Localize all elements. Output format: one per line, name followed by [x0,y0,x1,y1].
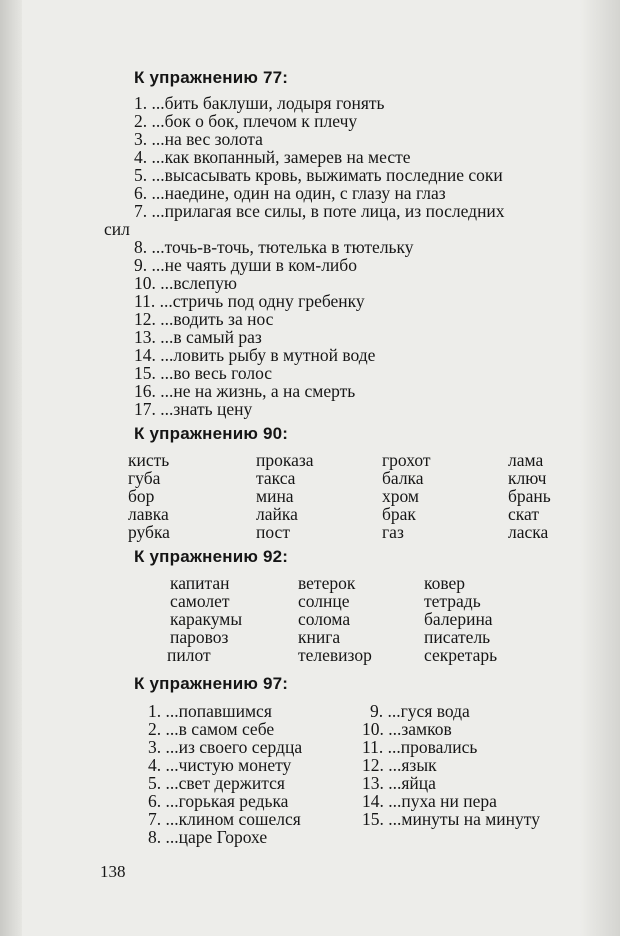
word-cell: такса [256,468,296,488]
word-cell: самолет [170,591,230,611]
word-cell: ветерок [298,573,356,593]
word-cell: телевизор [298,645,372,665]
word-cell: пилот [167,645,211,665]
word-cell: солнце [298,591,350,611]
word-cell: скат [508,504,539,524]
word-cell: тетрадь [424,591,481,611]
page-edge-left [0,0,22,936]
list-item: 11. ...провались [362,737,478,757]
word-cell: газ [382,522,404,542]
list-item: 1. ...попавшимся [148,701,272,721]
word-cell: лавка [128,504,169,524]
word-cell: лайка [256,504,298,524]
list-item: 10. ...замков [362,719,452,739]
list-item: 15. ...минуты на минуту [362,809,540,829]
word-cell: губа [128,468,161,488]
list-item: 14. ...ловить рыбу в мутной воде [134,345,376,365]
list-item: 17. ...знать цену [134,399,253,419]
list-item: 4. ...чистую монету [148,755,292,775]
word-cell: паровоз [170,627,229,647]
list-item: 11. ...стричь под одну гребенку [134,291,365,311]
list-item: 2. ...бок о бок, плечом к плечу [134,111,358,131]
word-cell: хром [382,486,419,506]
list-item: 1. ...бить баклуши, лодыря гонять [134,93,385,113]
heading-ex77: К упражнению 77: [134,68,289,87]
word-cell: мина [256,486,294,506]
word-cell: брань [508,486,551,506]
list-item: 14. ...пуха ни пера [362,791,497,811]
list-item: 6. ...наедине, один на один, с глазу на глаз [134,183,446,203]
word-cell: балерина [424,609,493,629]
list-item: 6. ...горькая редька [148,791,289,811]
list-item: 7. ...клином сошелся [148,809,301,829]
heading-ex92: К упражнению 92: [134,547,289,566]
word-cell: балка [382,468,424,488]
list-item: 13. ...яйца [362,773,436,793]
list-item: 2. ...в самом себе [148,719,275,739]
word-cell: брак [382,504,416,524]
list-item: 16. ...не на жизнь, а на смерть [134,381,356,401]
list-item: 5. ...высасывать кровь, выжимать последние соки [134,165,503,185]
word-cell: ковер [424,573,466,593]
word-cell: капитан [170,573,230,593]
list-item: 12. ...водить за нос [134,309,274,329]
list-item: 8. ...точь-в-точь, тютелька в тютельку [134,237,414,257]
list-item: 10. ...вслепую [134,273,237,293]
word-cell: пост [256,522,290,542]
heading-ex90: К упражнению 90: [134,424,289,443]
word-cell: книга [298,627,341,647]
list-item: 15. ...во весь голос [134,363,273,383]
list-item: 3. ...на вес золота [134,129,263,149]
word-cell: секретарь [424,645,498,665]
list-item: 9. ...гуся вода [370,701,470,721]
list-item: 13. ...в самый раз [134,327,262,347]
word-cell: писатель [424,627,491,647]
list-item: 12. ...язык [362,755,437,775]
page-number: 138 [100,862,126,881]
list-item: 5. ...свет держится [148,773,285,793]
word-cell: проказа [256,450,314,470]
word-cell: кисть [128,450,170,470]
word-cell: солома [298,609,351,629]
page-edge-right [580,0,620,936]
list-item: 9. ...не чаять души в ком-либо [134,255,357,275]
word-cell: рубка [128,522,170,542]
heading-ex97: К упражнению 97: [134,674,289,693]
list-item: 7. ...прилагая все силы, в поте лица, из последних [134,201,505,221]
list-item: сил [104,219,130,239]
list-item: 8. ...царе Горохе [148,827,268,847]
list-item: 4. ...как вкопанный, замерев на месте [134,147,411,167]
word-cell: ласка [508,522,549,542]
word-cell: лама [508,450,544,470]
word-cell: ключ [508,468,547,488]
word-cell: грохот [382,450,431,470]
word-cell: бор [128,486,155,506]
word-cell: каракумы [170,609,243,629]
list-item: 3. ...из своего сердца [148,737,303,757]
